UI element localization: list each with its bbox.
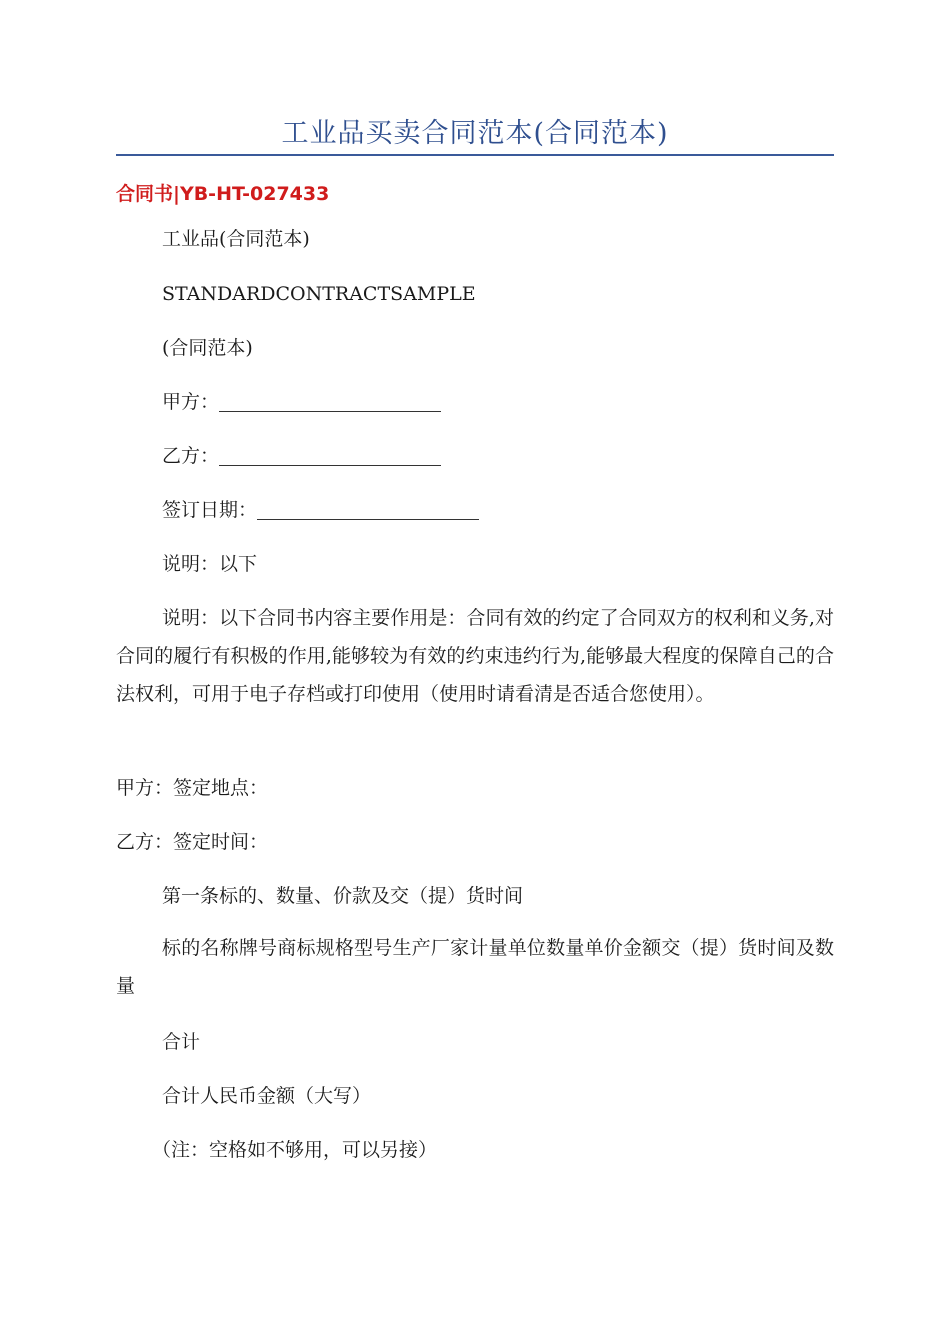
sign-date-blank[interactable] <box>257 499 479 520</box>
party-b-blank[interactable] <box>219 445 441 466</box>
document-title: 工业品买卖合同范本(合同范本) <box>281 118 669 149</box>
party-a-blank[interactable] <box>219 391 441 412</box>
sign-date-label: 签订日期： <box>162 499 258 521</box>
remark-note: （注：空格如不够用，可以另接） <box>152 1139 438 1161</box>
note-short: 说明：以下 <box>162 553 258 575</box>
sign-date-row <box>162 497 479 523</box>
note-paragraph: 说明：以下合同书内容主要作用是：合同有效的约定了合同双方的权利和义务,对合同的履行有积极的作用,能够较为有效的约束违约行为,能够最大程度的保障自己的合法权利，可用于电子存档或打印使用（使用时请看清是否适合您使用）。 <box>116 607 834 705</box>
party-b-label: 乙方： <box>162 445 220 467</box>
total-rmb-label: 合计人民币金额（大写） <box>162 1085 372 1107</box>
party-a-row <box>162 389 441 415</box>
document-subtitle: 工业品(合同范本) <box>162 228 310 250</box>
total-label: 合计 <box>162 1031 201 1053</box>
title-divider <box>116 154 834 156</box>
contract-code: 合同书|YB-HT-027433 <box>116 183 330 205</box>
paren-subtitle: (合同范本) <box>162 337 253 359</box>
table-header-text: 标的名称牌号商标规格型号生产厂家计量单位数量单价金额交（提）货时间及数量 <box>116 937 834 997</box>
article-1-heading: 第一条标的、数量、价款及交（提）货时间 <box>162 885 524 907</box>
party-b-row <box>162 443 441 469</box>
english-subtitle: STANDARDCONTRACTSAMPLE <box>162 283 476 305</box>
party-a-label: 甲方： <box>162 391 220 413</box>
party-b-time: 乙方：签定时间： <box>116 831 269 853</box>
party-a-place: 甲方：签定地点： <box>116 777 269 799</box>
